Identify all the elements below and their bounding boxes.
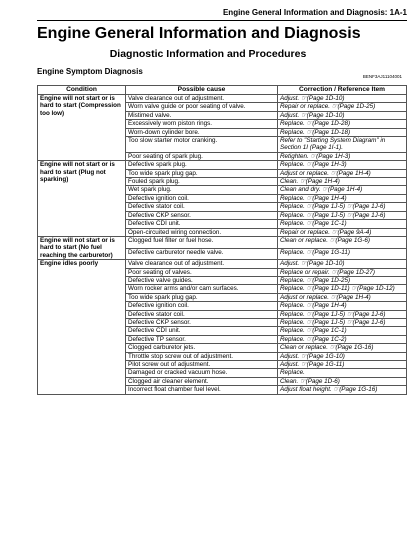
correction-cell: Retighten. ☞(Page 1H-3): [278, 152, 407, 160]
condition-cell: Engine will not start or is hard to start (No fuel reaching the carburetor): [38, 236, 126, 259]
cause-cell: Defective stator coil.: [126, 203, 278, 211]
correction-cell: Replace.: [278, 369, 407, 377]
correction-cell: Replace. ☞(Page 1D-28): [278, 120, 407, 128]
correction-cell: Adjust. ☞(Page 1D-10): [278, 260, 407, 268]
correction-cell: Replace. ☞(Page 1C-1): [278, 220, 407, 228]
cause-cell: Too wide spark plug gap.: [126, 293, 278, 301]
correction-cell: Adjust. ☞(Page 1G-11): [278, 361, 407, 369]
cause-cell: Defective spark plug.: [126, 161, 278, 169]
cause-cell: Too slow starter motor cranking.: [126, 137, 278, 153]
cause-cell: Clogged fuel filter or fuel hose.: [126, 236, 278, 248]
table-row: [38, 161, 407, 169]
correction-cell: Adjust or replace. ☞(Page 1H-4): [278, 169, 407, 177]
cause-cell: Damaged or cracked vacuum hose.: [126, 369, 278, 377]
column-header-possible-cause: Possible cause: [126, 86, 278, 95]
table-row: [38, 260, 407, 268]
condition-cell: Engine idles poorly: [38, 260, 126, 395]
cause-cell: Defective CDI unit.: [126, 327, 278, 335]
correction-cell: Replace. ☞(Page 1J-5) ☞(Page 1J-6): [278, 203, 407, 211]
correction-cell: Adjust. ☞(Page 1D-10): [278, 111, 407, 119]
cause-cell: Pilot screw out of adjustment.: [126, 361, 278, 369]
table-row: [38, 95, 407, 103]
correction-cell: Replace. ☞(Page 1D-25): [278, 276, 407, 284]
cause-cell: Valve clearance out of adjustment.: [126, 95, 278, 103]
cause-cell: Worn-down cylinder bore.: [126, 128, 278, 136]
cause-cell: Too wide spark plug gap.: [126, 169, 278, 177]
cause-cell: Mistimed valve.: [126, 111, 278, 119]
cause-cell: Defective stator coil.: [126, 310, 278, 318]
correction-cell: Repair or replace. ☞(Page 9A-4): [278, 228, 407, 236]
cause-cell: Defective carburetor needle valve.: [126, 248, 278, 260]
table-header-row: [38, 86, 407, 95]
running-head: Engine General Information and Diagnosis: 1A-1: [222, 8, 407, 17]
column-header-condition: Condition: [38, 86, 126, 95]
correction-cell: Replace. ☞(Page 1C-1): [278, 327, 407, 335]
correction-cell: Replace. ☞(Page 1H-3): [278, 161, 407, 169]
cause-cell: Defective CKP sensor.: [126, 318, 278, 326]
correction-cell: Adjust float height. ☞(Page 1G-16): [278, 386, 407, 394]
document-id: BENF3AJ11104001: [362, 74, 402, 79]
section-title: Engine Symptom Diagnosis: [37, 67, 143, 76]
correction-cell: Repair or replace. ☞(Page 1D-25): [278, 103, 407, 111]
correction-cell: Clean. ☞(Page 1H-4): [278, 178, 407, 186]
cause-cell: Worn valve guide or poor seating of valve.: [126, 103, 278, 111]
correction-cell: Replace. ☞(Page 1D-18): [278, 128, 407, 136]
page-header: [0, 0, 416, 22]
condition-cell: Engine will not start or is hard to start (Compression too low): [38, 95, 126, 161]
cause-cell: Throttle stop screw out of adjustment.: [126, 352, 278, 360]
correction-cell: Clean or replace. ☞(Page 1G-16): [278, 344, 407, 352]
cause-cell: Defective CKP sensor.: [126, 211, 278, 219]
correction-cell: Replace. ☞(Page 1J-5) ☞(Page 1J-6): [278, 318, 407, 326]
page-subtitle: Diagnostic Information and Procedures: [109, 48, 307, 60]
cause-cell: Defective valve guides.: [126, 276, 278, 284]
correction-cell: Adjust or replace. ☞(Page 1H-4): [278, 293, 407, 301]
page-title: Engine General Information and Diagnosis: [37, 25, 361, 42]
column-header-correction: Correction / Reference Item: [278, 86, 407, 95]
cause-cell: Poor seating of spark plug.: [126, 152, 278, 160]
correction-cell: Replace. ☞(Page 1H-4): [278, 302, 407, 310]
correction-cell: Refer to "Starting System Diagram" in Section 1I (Page 1I-1).: [278, 137, 407, 153]
correction-cell: Replace or repair. ☞(Page 1D-27): [278, 268, 407, 276]
correction-cell: Adjust. ☞(Page 1G-10): [278, 352, 407, 360]
correction-cell: Replace. ☞(Page 1J-5) ☞(Page 1J-6): [278, 211, 407, 219]
cause-cell: Defective CDI unit.: [126, 220, 278, 228]
correction-cell: Clean. ☞(Page 1D-6): [278, 377, 407, 385]
cause-cell: Open-circuited wiring connection.: [126, 228, 278, 236]
correction-cell: Replace. ☞(Page 1H-4): [278, 194, 407, 202]
correction-cell: Clean and dry. ☞(Page 1H-4): [278, 186, 407, 194]
cause-cell: Excessively worn piston rings.: [126, 120, 278, 128]
table-body: [38, 95, 407, 395]
correction-cell: Replace. ☞(Page 1C-2): [278, 335, 407, 343]
condition-cell: Engine will not start or is hard to start (Plug not sparking): [38, 161, 126, 237]
cause-cell: Defective TP sensor.: [126, 335, 278, 343]
cause-cell: Incorrect float chamber fuel level.: [126, 386, 278, 394]
table-row: [38, 236, 407, 248]
cause-cell: Clogged carburetor jets.: [126, 344, 278, 352]
cause-cell: Clogged air cleaner element.: [126, 377, 278, 385]
cause-cell: Fouled spark plug.: [126, 178, 278, 186]
correction-cell: Adjust. ☞(Page 1D-10): [278, 95, 407, 103]
cause-cell: Worn rocker arms and/or cam surfaces.: [126, 285, 278, 293]
symptom-diagnosis-table: [37, 85, 407, 395]
correction-cell: Replace. ☞(Page 1D-11) ☞(Page 1D-12): [278, 285, 407, 293]
cause-cell: Defective ignition coil.: [126, 302, 278, 310]
cause-cell: Valve clearance out of adjustment.: [126, 260, 278, 268]
cause-cell: Poor seating of valves.: [126, 268, 278, 276]
correction-cell: Replace. ☞(Page 1G-11): [278, 248, 407, 260]
cause-cell: Defective ignition coil.: [126, 194, 278, 202]
cause-cell: Wet spark plug.: [126, 186, 278, 194]
correction-cell: Replace. ☞(Page 1J-5) ☞(Page 1J-6): [278, 310, 407, 318]
correction-cell: Clean or replace. ☞(Page 1G-6): [278, 236, 407, 248]
header-rule: [37, 20, 407, 21]
